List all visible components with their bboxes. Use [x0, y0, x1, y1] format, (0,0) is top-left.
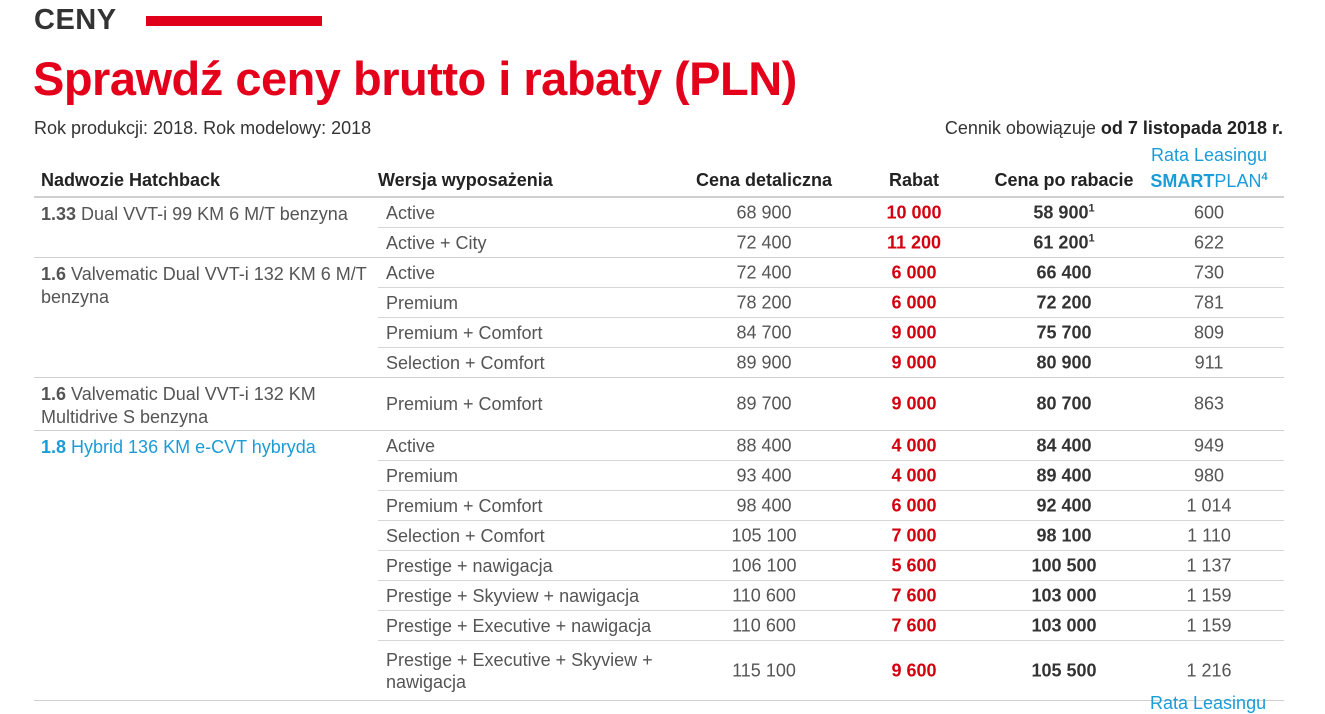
price-after-value: 100 500	[1031, 555, 1097, 575]
table-row	[378, 318, 1284, 348]
table-row	[378, 551, 1284, 581]
lease-installment-cell: 1 014	[1186, 495, 1232, 515]
retail-price-cell: 72 400	[736, 262, 792, 282]
discount-cell: 9 000	[891, 322, 937, 342]
table-row	[378, 461, 1284, 491]
price-after-value: 75 700	[1036, 322, 1092, 342]
retail-price-cell: 105 100	[731, 525, 797, 545]
table-row	[378, 581, 1284, 611]
section-label: CENY	[34, 4, 117, 36]
col-header-retail-price: Cena detaliczna	[695, 170, 833, 190]
price-after-value: 92 400	[1036, 495, 1092, 515]
discount-cell: 7 600	[891, 615, 937, 635]
engine-description: Dual VVT-i 99 KM 6 M/T benzyna	[76, 204, 348, 224]
discount-cell: 11 200	[886, 232, 942, 252]
table-row	[378, 198, 1284, 228]
lease-installment-cell: 1 159	[1186, 585, 1232, 605]
version-cell: Active	[386, 435, 436, 456]
retail-price-cell: 84 700	[736, 322, 792, 342]
col-header-price-after-discount: Cena po rabacie	[994, 170, 1134, 190]
validity-prefix: Cennik obowiązuje	[944, 118, 1101, 138]
version-cell: Active	[386, 262, 436, 283]
table-row	[378, 258, 1284, 288]
version-cell: Selection + Comfort	[386, 525, 545, 546]
lease-installment-cell: 600	[1193, 202, 1225, 222]
smartplan-smart: SMART	[1150, 171, 1215, 191]
retail-price-cell: 115 100	[732, 660, 796, 680]
price-after-discount-cell	[989, 394, 1139, 415]
version-rows	[378, 431, 1284, 700]
engine-label	[41, 383, 371, 429]
discount-cell: 6 000	[891, 292, 937, 312]
engine-displacement: 1.6	[41, 384, 67, 404]
price-after-discount-cell	[989, 465, 1139, 486]
version-cell: Prestige + Executive + Skyview + nawigacja	[386, 649, 653, 692]
price-after-value: 103 000	[1031, 615, 1097, 635]
price-after-discount-cell	[989, 202, 1139, 223]
retail-price-cell: 110 600	[732, 615, 796, 635]
retail-price-cell: 98 400	[736, 495, 792, 515]
table-row	[378, 288, 1284, 318]
version-cell: Premium	[386, 465, 459, 486]
version-rows	[378, 198, 1284, 257]
discount-cell: 6 000	[891, 262, 937, 282]
price-after-discount-cell	[989, 495, 1139, 516]
lease-footnote-ref: 4	[1261, 171, 1268, 183]
smartplan-plan: PLAN	[1214, 171, 1262, 191]
discount-cell: 9 000	[891, 352, 937, 372]
price-after-value: 98 100	[1036, 525, 1092, 545]
engine-label	[41, 436, 371, 459]
page-title: Sprawdź ceny brutto i rabaty (PLN)	[33, 52, 797, 105]
price-after-value: 89 400	[1036, 465, 1092, 485]
version-cell: Premium + Comfort	[386, 495, 543, 516]
price-table	[34, 146, 1284, 701]
price-after-discount-cell	[989, 322, 1139, 343]
engine-description: Valvematic Dual VVT-i 132 KM Multidrive S benzyna	[41, 384, 316, 427]
engine-group	[34, 258, 1284, 378]
footnote-ref: 1	[1088, 232, 1095, 244]
price-list-validity	[945, 118, 1283, 139]
engine-displacement: 1.33	[41, 204, 77, 224]
table-row	[378, 491, 1284, 521]
retail-price-cell: 88 400	[736, 435, 792, 455]
table-row	[378, 228, 1284, 257]
version-cell: Selection + Comfort	[386, 352, 545, 373]
discount-cell: 6 000	[891, 495, 937, 515]
table-row	[378, 641, 1284, 700]
table-body	[34, 198, 1284, 701]
table-row	[378, 378, 1284, 430]
price-after-value: 61 200	[1033, 232, 1089, 252]
retail-price-cell: 78 200	[736, 292, 792, 312]
version-rows	[378, 258, 1284, 377]
table-row	[378, 348, 1284, 377]
lease-installment-cell: 1 159	[1186, 615, 1232, 635]
discount-cell: 5 600	[891, 555, 937, 575]
discount-cell: 7 000	[891, 525, 937, 545]
table-row	[378, 611, 1284, 641]
lease-installment-cell: 809	[1193, 322, 1225, 342]
lease-installment-cell: 730	[1193, 262, 1225, 282]
price-after-discount-cell	[989, 435, 1139, 456]
price-after-value: 84 400	[1036, 435, 1092, 455]
discount-cell: 9 000	[891, 393, 937, 414]
version-cell: Premium + Comfort	[386, 322, 543, 343]
section-accent-bar	[146, 16, 322, 26]
lease-installment-cell: 1 216	[1186, 660, 1232, 680]
engine-description: Valvematic Dual VVT-i 132 KM 6 M/T benzyna	[41, 264, 367, 307]
lease-installment-cell: 949	[1193, 435, 1225, 455]
price-after-value: 66 400	[1036, 262, 1092, 282]
lease-installment-cell: 980	[1193, 465, 1225, 485]
lease-installment-cell: 911	[1194, 352, 1224, 372]
price-after-discount-cell	[989, 262, 1139, 283]
discount-cell: 4 000	[891, 435, 937, 455]
col-header-discount: Rabat	[888, 170, 939, 190]
price-after-discount-cell	[989, 525, 1139, 546]
version-cell: Prestige + Executive + nawigacja	[386, 615, 652, 636]
version-cell: Premium + Comfort	[386, 394, 543, 414]
lease-header-line1: Rata Leasingu	[1150, 145, 1268, 165]
discount-cell: 4 000	[891, 465, 937, 485]
price-after-discount-cell	[989, 232, 1139, 253]
table-row	[378, 521, 1284, 551]
version-cell: Active + City	[386, 232, 487, 253]
production-year-note: Rok produkcji: 2018. Rok modelowy: 2018	[34, 118, 372, 138]
validity-date: od 7 listopada 2018 r.	[1100, 118, 1283, 138]
version-cell: Prestige + nawigacja	[386, 555, 553, 576]
footnote-ref: 1	[1088, 202, 1095, 214]
price-after-value: 103 000	[1031, 585, 1097, 605]
engine-group	[34, 378, 1284, 431]
retail-price-cell: 106 100	[731, 555, 797, 575]
price-after-value: 72 200	[1036, 292, 1092, 312]
price-after-discount-cell	[989, 292, 1139, 313]
col-header-body: Nadwozie Hatchback	[41, 170, 221, 190]
retail-price-cell: 72 400	[736, 232, 792, 252]
engine-group	[34, 431, 1284, 701]
lease-installment-cell: 1 137	[1186, 555, 1232, 575]
engine-displacement: 1.6	[41, 264, 67, 284]
engine-description: Hybrid 136 KM e-CVT hybryda	[66, 437, 316, 457]
price-after-value: 80 700	[1036, 393, 1092, 414]
price-after-value: 58 900	[1033, 202, 1089, 222]
lease-installment-cell: 622	[1193, 232, 1225, 252]
version-rows	[378, 378, 1284, 430]
engine-group	[34, 198, 1284, 258]
engine-displacement: 1.8	[41, 437, 67, 457]
discount-cell: 7 600	[891, 585, 937, 605]
version-cell: Prestige + Skyview + nawigacja	[386, 585, 640, 606]
price-after-discount-cell	[989, 585, 1139, 606]
discount-cell: 9 600	[891, 660, 937, 680]
version-cell: Active	[386, 202, 436, 223]
price-after-discount-cell	[989, 555, 1139, 576]
table-row	[378, 431, 1284, 461]
retail-price-cell: 89 700	[736, 393, 792, 414]
price-after-discount-cell	[989, 352, 1139, 373]
lease-installment-cell: 863	[1193, 393, 1225, 414]
price-after-discount-cell	[989, 615, 1139, 636]
discount-cell: 10 000	[886, 202, 942, 222]
next-section-lease-header: Rata Leasingu	[1150, 693, 1267, 713]
price-after-discount-cell	[989, 660, 1139, 681]
lease-installment-cell: 1 110	[1187, 525, 1231, 545]
price-after-value: 105 500	[1031, 660, 1097, 680]
retail-price-cell: 68 900	[736, 202, 792, 222]
table-header	[34, 146, 1284, 198]
col-header-lease-installment	[1144, 144, 1274, 192]
price-after-value: 80 900	[1036, 352, 1092, 372]
retail-price-cell: 89 900	[736, 352, 792, 372]
version-cell: Premium	[386, 292, 459, 313]
retail-price-cell: 110 600	[732, 585, 796, 605]
lease-installment-cell: 781	[1193, 292, 1225, 312]
col-header-version: Wersja wyposażenia	[378, 170, 553, 190]
engine-label	[41, 203, 371, 226]
engine-label	[41, 263, 371, 309]
retail-price-cell: 93 400	[736, 465, 792, 485]
